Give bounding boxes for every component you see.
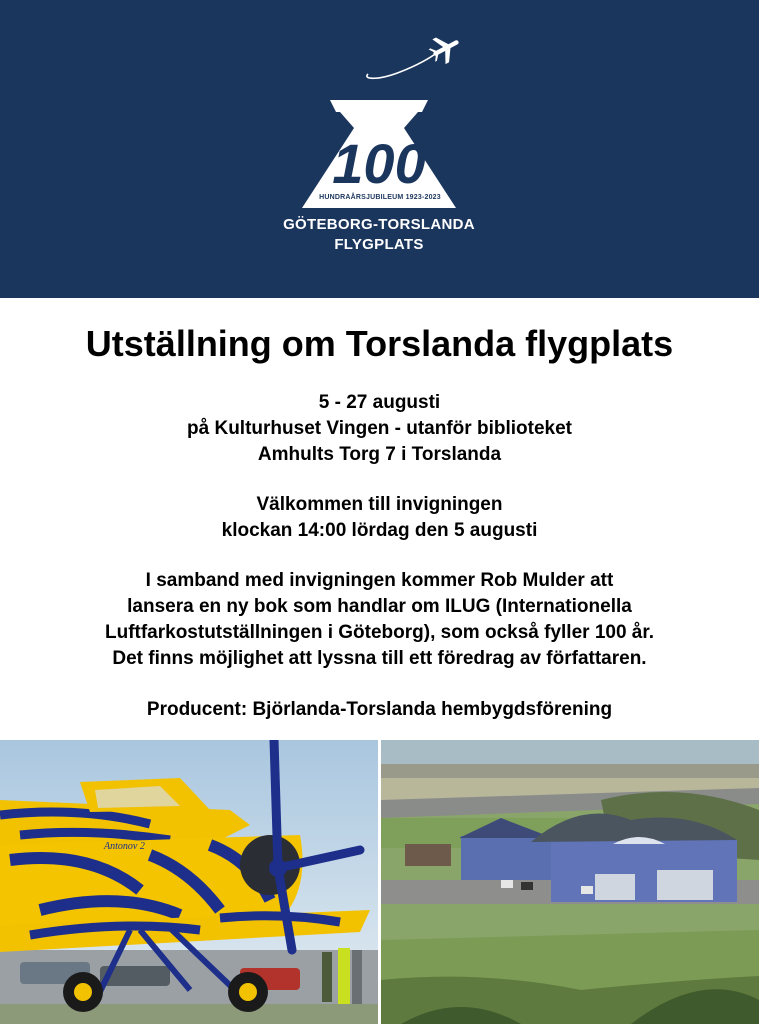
event-address: Amhults Torg 7 i Torslanda: [257, 444, 502, 465]
description-line: Luftfarkostutställningen i Göteborg), som också fyller 100 år.: [104, 622, 654, 643]
logo-name-line1: GÖTEBORG-TORSLANDA: [283, 216, 475, 233]
event-venue: på Kulturhuset Vingen - utanför biblioteket: [187, 418, 572, 439]
event-dates: 5 - 27 augusti: [318, 392, 441, 413]
opening-line1: Välkommen till invigningen: [256, 494, 503, 515]
page-title: Utställning om Torslanda flygplats: [85, 323, 674, 364]
description-line: I samband med invigningen kommer Rob Mulder att: [145, 570, 614, 591]
logo-name-line2: FLYGPLATS: [334, 236, 424, 253]
logo-subtitle: HUNDRAÅRSJUBILEUM 1923-2023: [319, 194, 441, 201]
header-banner: [0, 0, 759, 298]
opening-line2: klockan 14:00 lördag den 5 augusti: [221, 520, 538, 541]
description-line: Det finns möjlighet att lyssna till ett föredrag av författaren.: [112, 648, 647, 669]
description-line: lansera en ny bok som handlar om ILUG (Internationella: [127, 596, 632, 617]
biplane-photo: [0, 740, 378, 1024]
logo-number: 100: [332, 132, 426, 195]
airport-hangar-photo: [381, 740, 759, 1024]
airplane-icon: [360, 30, 470, 82]
producer-credit: Producent: Björlanda-Torslanda hembygdsförening: [146, 699, 613, 720]
aircraft-lettering: Antonov 2: [104, 841, 145, 852]
